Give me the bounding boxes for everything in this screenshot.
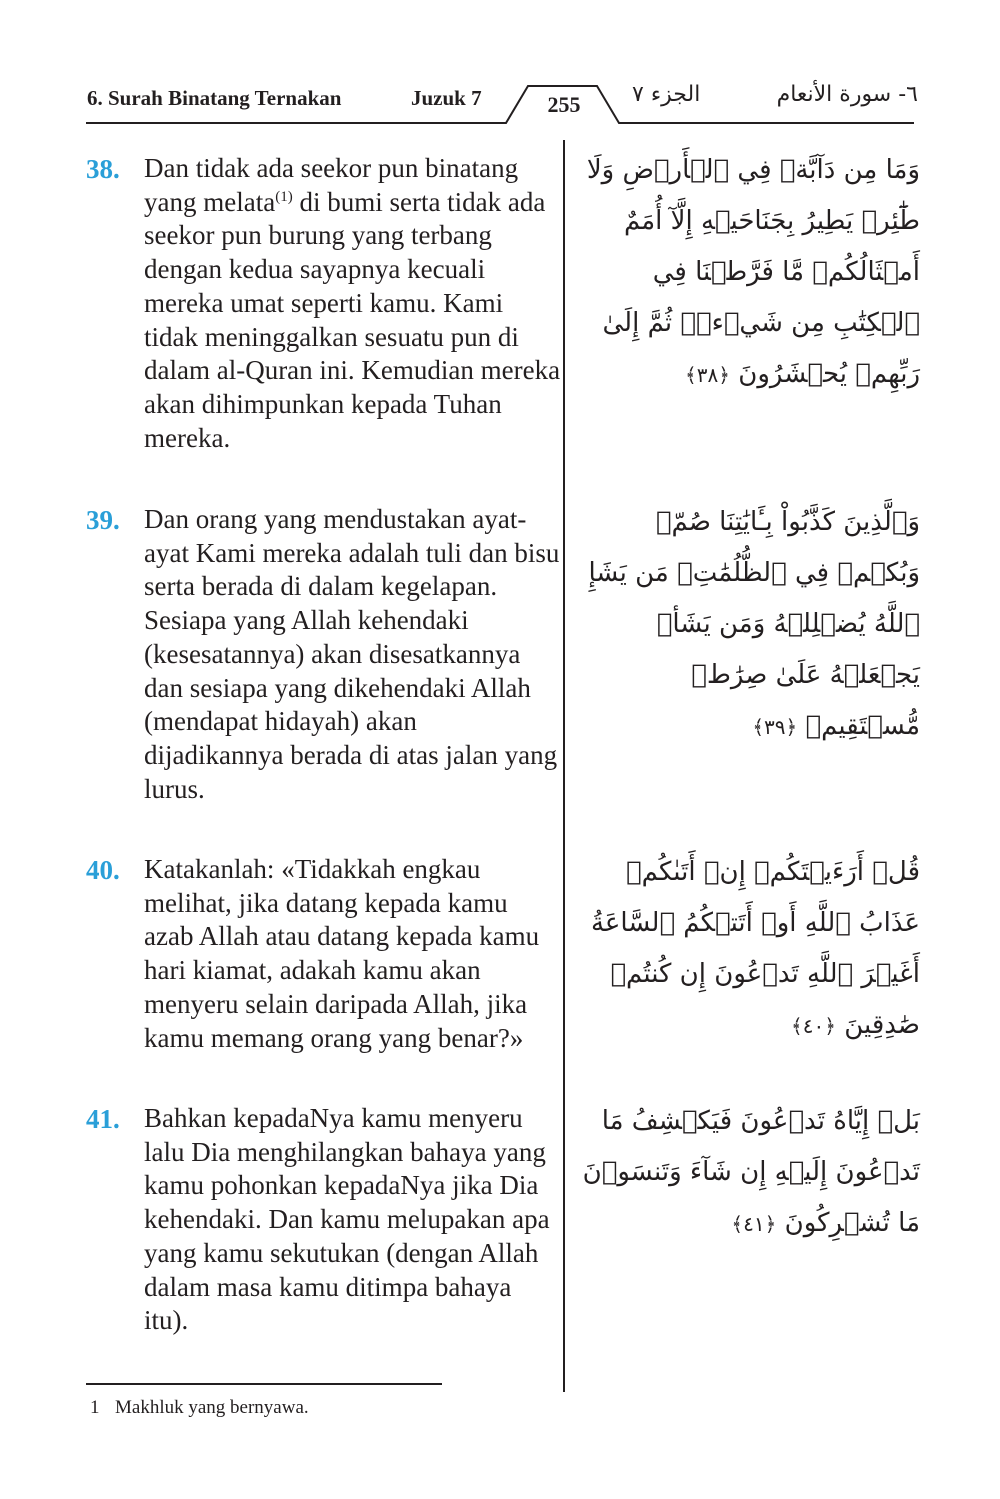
surah-title: 6. Surah Binatang Ternakan — [87, 86, 342, 110]
arabic-verse — [580, 847, 920, 1052]
verse-number: 39. — [86, 505, 120, 535]
ayah-number-marker: ﴿٣٩﴾ — [752, 715, 798, 739]
arabic-verse-text: بَلۡ إِيَّاهُ تَدۡعُونَ فَيَكۡشِفُ مَا تَدۡعُونَ إِلَيۡهِ إِن شَآءَ وَتَنسَوۡنَ مَا تُشۡرِكُونَ — [582, 1106, 920, 1238]
verse-translation: Bahkan kepadaNya kamu menyeru lalu Dia menghilangkan bahaya yang kamu pohonkan kepadaNya jika Dia kehendaki. Dan kamu melupakan apa yang kamu sekutukan (dengan Allah dalam masa kamu ditimpa bahaya itu). — [144, 1103, 550, 1336]
arabic-verse — [580, 1096, 920, 1250]
header-rule — [0, 0, 1000, 140]
verse-translation: Katakanlah: «Tidakkah engkau melihat, jika datang kepada kamu azab Allah atau datang kepada kamu hari kiamat, adakah kamu akan menyeru selain daripada Allah, jika kamu memang orang yang benar?» — [144, 854, 540, 1053]
arabic-verse — [580, 145, 920, 401]
verse-translation: Dan orang yang mendustakan ayat-ayat Kami mereka adalah tuli dan bisu serta berada di dalam kegelapan. Sesiapa yang Allah kehendaki (kesesatannya) akan disesatkannya dan sesiapa yang dikehendaki Allah (mendapat hidayah) akan dijadikannya berada di atas jalan yang lurus. — [144, 504, 560, 804]
verse-text-part: di bumi serta tidak ada seekor pun burung yang terbang dengan kedua sayapnya kecuali mereka umat seperti kamu. Kami tidak meninggalkan sesuatu pun di dalam al-Quran ini. Kemudian mereka akan dihimpunkan kepada Tuhan mereka. — [144, 186, 561, 453]
ayah-number-marker: ﴿٣٨﴾ — [685, 363, 730, 387]
page-number: 255 — [547, 92, 581, 117]
verse-text-part: Dan tidak ada seekor pun binatang yang melata — [144, 153, 519, 217]
juz-label: Juzuk 7 — [411, 86, 482, 110]
ayah-number-marker: ﴿٤٠﴾ — [791, 1014, 836, 1038]
ayah-number-marker: ﴿٤١﴾ — [731, 1212, 777, 1236]
footnote-rule — [86, 1383, 442, 1385]
verse-number: 40. — [86, 855, 120, 885]
arabic-surah-title: ٦- سورة الأنعام — [776, 82, 918, 107]
arabic-verse-text: قُلۡ أَرَءَيۡتَكُمۡ إِنۡ أَتَىٰكُمۡ عَذَابُ ٱللَّهِ أَوۡ أَتَتۡكُمُ ٱلسَّاعَةُ أَغَيۡرَ ٱللَّهِ تَدۡعُونَ إِن كُنتُمۡ صَٰدِقِينَ — [590, 857, 920, 1040]
verse-number: 41. — [86, 1104, 120, 1134]
footnote-reference: (1) — [275, 188, 293, 205]
arabic-juz-label: الجزء ٧ — [632, 82, 701, 107]
footnote-number: 1 — [90, 1397, 100, 1418]
arabic-verse-text: وَمَا مِن دَآبَّةٖ فِي ٱلۡأَرۡضِ وَلَا طَٰٓئِرٖ يَطِيرُ بِجَنَاحَيۡهِ إِلَّآ أُمَمٌ أَمۡثَالُكُمۚ مَّا فَرَّطۡنَا فِي ٱلۡكِتَٰبِ مِن شَيۡءٖۚ ثُمَّ إِلَىٰ رَبِّهِمۡ يُحۡشَرُونَ — [586, 155, 920, 389]
verse-number: 38. — [86, 154, 120, 184]
verse-translation — [144, 152, 562, 455]
footnote-text: Makhluk yang bernyawa. — [115, 1397, 309, 1418]
arabic-verse-text: وَٱلَّذِينَ كَذَّبُواْ بِـَٔايَٰتِنَا صُمّٞ وَبُكۡمٞ فِي ٱلظُّلُمَٰتِۗ مَن يَشَإِ ٱللَّهُ يُضۡلِلۡهُ وَمَن يَشَأۡ يَجۡعَلۡهُ عَلَىٰ صِرَٰطٖ مُّسۡتَقِيمٖ — [588, 507, 920, 741]
arabic-verse — [580, 497, 920, 753]
column-divider — [563, 140, 565, 1392]
